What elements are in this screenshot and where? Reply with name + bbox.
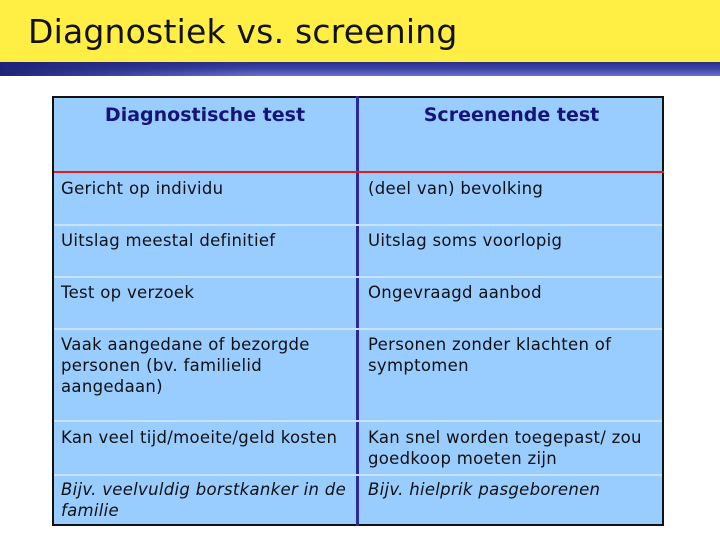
cell-diagnostisch-row-5: Kan veel tijd/moeite/geld kosten — [61, 428, 338, 447]
cell-screening-row-1: (deel van) bevolking — [368, 179, 544, 198]
cell-diagnostisch-row-2: Uitslag meestal definitief — [61, 231, 276, 250]
row-rule — [54, 276, 662, 278]
header-rule — [54, 171, 664, 173]
slide-title: Diagnostiek vs. screening — [28, 12, 458, 51]
cell-diagnostisch-row-1: Gericht op individu — [61, 179, 224, 198]
cell-diagnostisch-row-4: Vaak aangedane of bezorgde personen (bv. familielid aangedaan) — [61, 335, 310, 396]
title-divider-band — [0, 62, 720, 76]
cell-screening-row-3: Ongevraagd aanbod — [368, 283, 542, 302]
row-rule — [54, 224, 662, 226]
row-rule — [54, 420, 662, 422]
row-rule — [54, 474, 662, 476]
header-diagnostische-test: Diagnostische test — [104, 104, 306, 126]
cell-screening-row-2: Uitslag soms voorlopig — [368, 231, 563, 250]
column-divider — [356, 96, 359, 526]
cell-screening-row-4: Personen zonder klachten of symptomen — [368, 335, 612, 375]
cell-diagnostisch-row-3: Test op verzoek — [61, 283, 195, 302]
cell-diagnostisch-row-6: Bijv. veelvuldig borstkanker in de familie — [61, 480, 347, 520]
cell-screening-row-6: Bijv. hielprik pasgeborenen — [368, 480, 601, 499]
header-screenende-test: Screenende test — [423, 104, 600, 126]
row-rule — [54, 328, 662, 330]
cell-screening-row-5: Kan snel worden toegepast/ zou goedkoop moeten zijn — [368, 428, 642, 468]
